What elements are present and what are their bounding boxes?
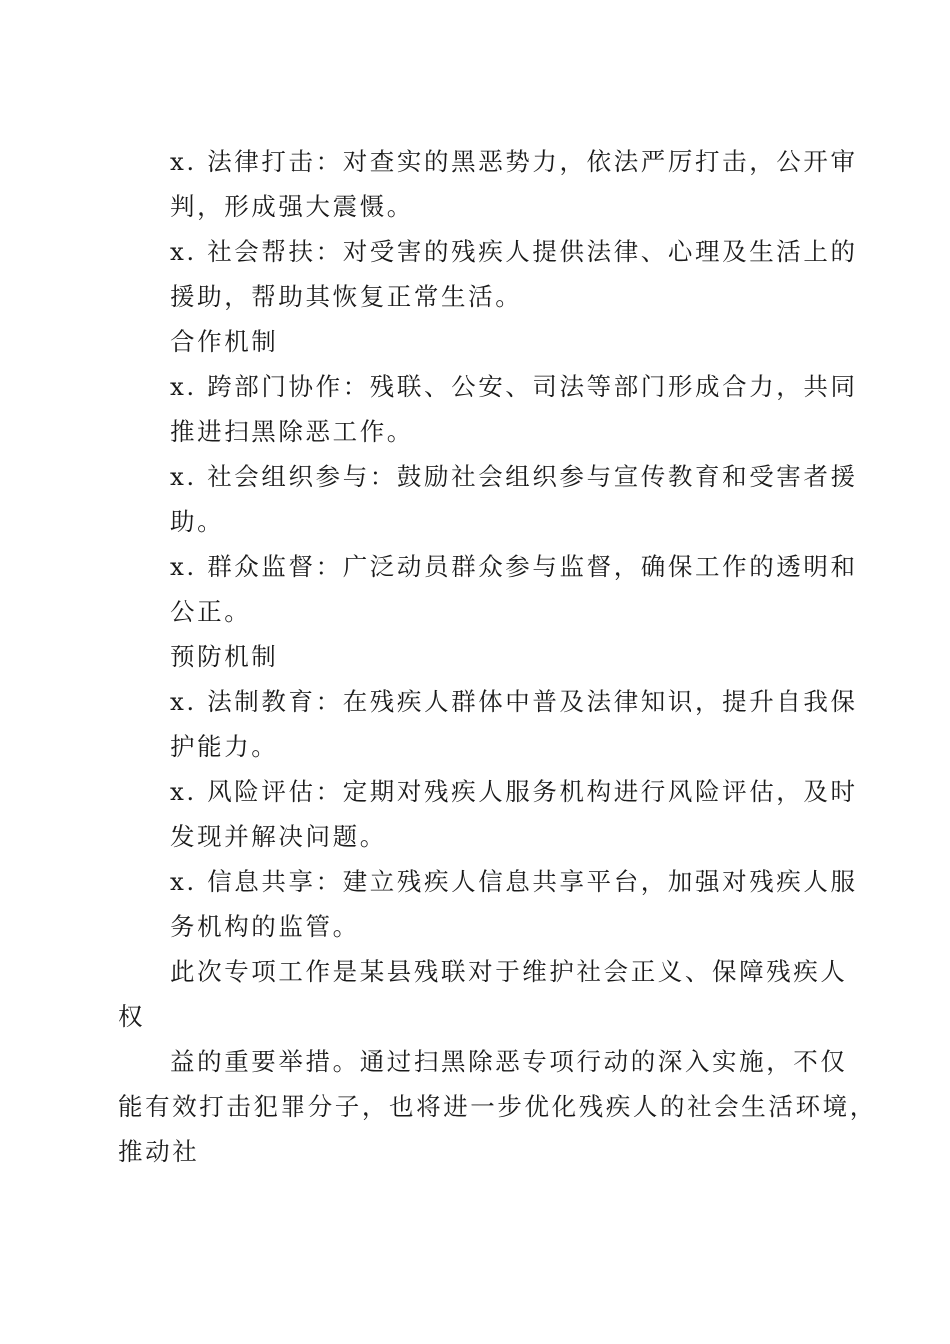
text-line: 发现并解决问题。 [170,822,387,851]
paragraph-line: 能有效打击犯罪分子，也将进一步优化残疾人的社会生活环境， [118,1092,877,1121]
section-heading: 合作机制 [170,327,279,356]
text-line: x. 跨部门协作：残联、公安、司法等部门形成合力，共同 [170,372,858,401]
text-line: x. 法律打击：对查实的黑恶势力，依法严厉打击，公开审 [170,147,858,176]
text-line: x. 法制教育：在残疾人群体中普及法律知识，提升自我保 [170,687,858,716]
text-line: x. 社会组织参与：鼓励社会组织参与宣传教育和受害者援 [170,462,858,491]
text-line: 援助，帮助其恢复正常生活。 [170,282,523,311]
paragraph-line: 益的重要举措。通过扫黑除恶专项行动的深入实施，不仅 [170,1047,848,1076]
paragraph-line: 此次专项工作是某县残联对于维护社会正义、保障残疾人 [170,957,848,986]
text-line: 助。 [170,507,225,536]
text-line: 护能力。 [170,732,279,761]
text-line: x. 社会帮扶：对受害的残疾人提供法律、心理及生活上的 [170,237,858,266]
text-line: x. 信息共享：建立残疾人信息共享平台，加强对残疾人服 [170,867,858,896]
text-line: 公正。 [170,597,252,626]
paragraph-line: 推动社 [118,1137,200,1166]
paragraph-line: 权 [118,1002,146,1031]
text-line: 判，形成强大震慑。 [170,192,414,221]
text-line: x. 风险评估：定期对残疾人服务机构进行风险评估，及时 [170,777,858,806]
text-line: 务机构的监管。 [170,912,360,941]
section-heading: 预防机制 [170,642,279,671]
text-line: 推进扫黑除恶工作。 [170,417,414,446]
text-line: x. 群众监督：广泛动员群众参与监督，确保工作的透明和 [170,552,858,581]
